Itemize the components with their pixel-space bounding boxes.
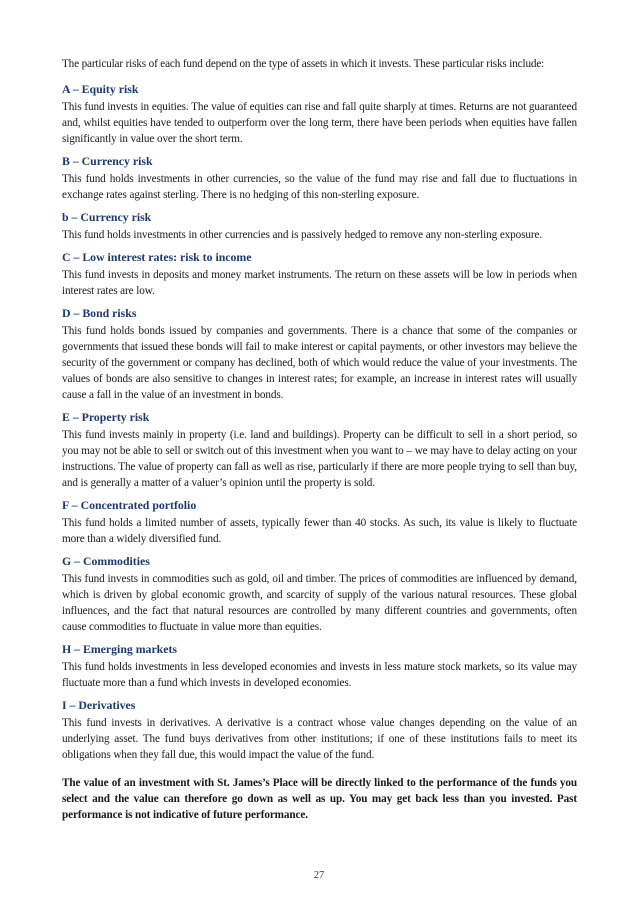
section-title: F – Concentrated portfolio — [62, 498, 197, 512]
section-body: This fund holds a limited number of assets, typically fewer than 40 stocks. As such, its value is likely to fluctuate more than a widely diversified fund. — [62, 517, 577, 545]
section-title: G – Commodities — [62, 554, 150, 568]
section-bond-risks — [62, 305, 577, 403]
section-title: I – Derivatives — [62, 698, 136, 712]
section-body: This fund holds bonds issued by companies and governments. There is a chance that some of the companies or governments that issued these bonds will fail to make interest or capital payments, or other investors may believe the security of the government or company has declined, both of which would reduce the value of your investments. The values of bonds are also sensitive to changes in interest rates; for example, an increase in interest rates will usually cause a fall in the value of an investment in bonds. — [62, 325, 577, 401]
section-body: This fund invests in commodities such as gold, oil and timber. The prices of commodities are influenced by demand, which is driven by global economic growth, and scarcity of supply of the various natural resources. These global influences, and the fact that natural resources are controlled by many different countries and governments, often cause commodities to fluctuate in value more than equities. — [62, 573, 577, 633]
section-currency-risk-unhedged — [62, 153, 577, 203]
section-body: This fund holds investments in other currencies, so the value of the fund may rise and fall due to fluctuations in exchange rates against sterling. There is no hedging of this non-sterling exposure. — [62, 173, 577, 201]
section-body: This fund invests in deposits and money market instruments. The return on these assets will be low in periods when interest rates are low. — [62, 269, 577, 297]
section-title: H – Emerging markets — [62, 642, 178, 656]
section-body: This fund invests mainly in property (i.e. land and buildings). Property can be difficult to sell in a short period, so you may not be able to sell or switch out of this investment when you want to – we may have to delay acting on your instructions. The value of property can fall as well as rise, particularly if there are more people trying to sell than buy, and is generally a matter of a valuer’s opinion until the property is sold. — [62, 429, 577, 489]
page-number: 27 — [313, 870, 325, 881]
intro-paragraph: The particular risks of each fund depend on the type of assets in which it invests. These particular risks include: — [62, 58, 545, 70]
section-body: This fund holds investments in other currencies and is passively hedged to remove any non-sterling exposure. — [62, 229, 543, 241]
section-low-interest-rates — [62, 249, 577, 299]
section-body: This fund invests in derivatives. A derivative is a contract whose value changes depending on the value of an underlying asset. The fund buys derivatives from other institutions; if one of these institutions fails to meet its obligations when they fall due, this would impact the value of the fund. — [62, 717, 577, 761]
section-derivatives — [62, 697, 577, 763]
section-emerging-markets — [62, 641, 577, 691]
section-equity-risk — [62, 81, 577, 147]
section-title: B – Currency risk — [62, 154, 153, 168]
section-title: C – Low interest rates: risk to income — [62, 250, 252, 264]
section-commodities — [62, 553, 577, 635]
section-title: b – Currency risk — [62, 210, 152, 224]
section-title: E – Property risk — [62, 410, 150, 424]
section-currency-risk-hedged — [62, 209, 577, 243]
section-body: This fund invests in equities. The value of equities can rise and fall quite sharply at times. Returns are not guaranteed and, whilst equities have tended to outperform over the long term, there have been periods when equities have fallen significantly in value over the short term. — [62, 101, 577, 145]
section-title: D – Bond risks — [62, 306, 137, 320]
risk-warning: The value of an investment with St. James’s Place will be directly linked to the performance of the funds you select and the value can therefore go down as well as up. You may get back less than you invested. Past performance is not indicative of future performance. — [62, 777, 577, 821]
section-title: A – Equity risk — [62, 82, 139, 96]
section-body: This fund holds investments in less developed economies and invests in less mature stock markets, so its value may fluctuate more than a fund which invests in developed economies. — [62, 661, 577, 689]
document-page — [62, 56, 577, 834]
section-property-risk — [62, 409, 577, 491]
section-concentrated-portfolio — [62, 497, 577, 547]
